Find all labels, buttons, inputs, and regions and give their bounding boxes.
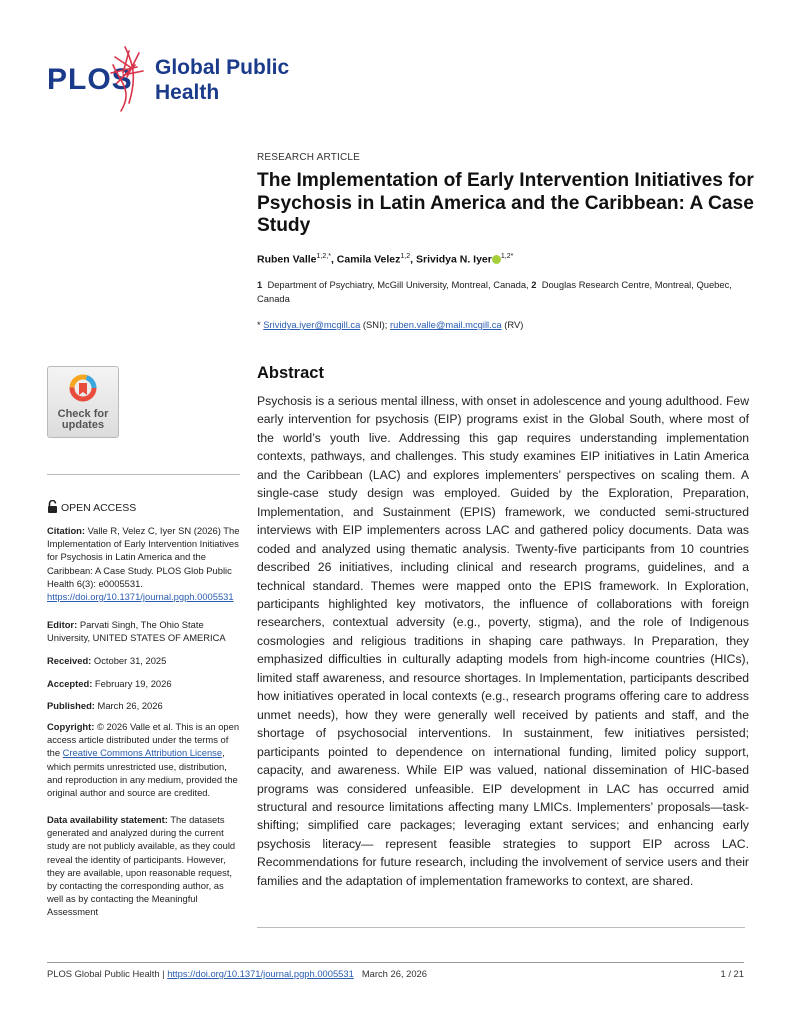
affil-number: 2: [531, 279, 537, 290]
author-name[interactable]: Srividya N. Iyer: [415, 253, 492, 266]
author-name[interactable]: Ruben Valle: [257, 253, 317, 266]
received-block: [47, 654, 240, 667]
article-title: The Implementation of Early Intervention Initiatives for Psychosis in Latin America and the Caribbean: A Case Study: [257, 170, 754, 236]
citation-text: Valle R, Velez C, Iyer SN (2026) The Implementation of Early Intervention Initiatives for Psychosis in Latin America and the Caribbean: A Case Study. PLOS Glob Public Health 6(3): e0005531.: [47, 525, 240, 589]
sidebar-divider: [47, 474, 240, 475]
accepted-date: February 19, 2026: [92, 678, 172, 689]
published-block: [47, 699, 240, 712]
author-sep: ,: [410, 253, 416, 266]
data-availability-text: The datasets generated and analyzed during the current study are not publicly available, as they could reveal the identity of participants. However, they are available, upon reasonable request, by contacting the corresponding author, as well as by contacting the Meaningful Assessment: [47, 814, 236, 918]
citation-label: Citation:: [47, 525, 86, 536]
open-lock-icon: [47, 500, 58, 513]
email-link-iyer[interactable]: Srividya.iyer@mcgill.ca: [263, 319, 361, 330]
data-availability-label: Data availability statement:: [47, 814, 168, 825]
footer-divider: [47, 962, 744, 963]
author-affil-sup: 1,2: [400, 253, 411, 260]
accepted-block: [47, 677, 240, 690]
affil-text: Department of Psychiatry, McGill University, Montreal, Canada,: [267, 279, 532, 290]
journal-name: Global Public Health: [155, 56, 290, 104]
article-type: RESEARCH ARTICLE: [257, 152, 361, 163]
footer-date: March 26, 2026: [361, 968, 427, 979]
check-for-updates-label: Check for updates: [57, 408, 109, 431]
affiliations: [257, 278, 747, 305]
open-access-label: OPEN ACCESS: [61, 502, 137, 514]
footer-journal: PLOS Global Public Health |: [47, 968, 168, 979]
copyright-text-cont: , which permits unrestricted use, distribution, and reproduction in any medium, provided the original author and source are credited.: [47, 747, 238, 799]
cc-license-link[interactable]: Creative Commons Attribution License: [62, 747, 223, 759]
orcid-icon[interactable]: [492, 255, 501, 264]
abstract-divider: [257, 927, 745, 928]
editor-label: Editor:: [47, 619, 78, 630]
received-label: Received:: [47, 655, 92, 666]
data-availability-block: [47, 813, 240, 919]
affil-text: Douglas Research Centre, Montreal, Quebec, Canada: [257, 279, 732, 304]
editor-block: [47, 618, 240, 644]
author-sep: ,: [330, 253, 337, 266]
received-date: October 31, 2025: [91, 655, 167, 666]
citation-doi-link[interactable]: https://doi.org/10.1371/journal.pgph.0005531: [47, 591, 234, 603]
open-access: [47, 500, 136, 514]
published-date: March 26, 2026: [94, 700, 163, 711]
plos-logo[interactable]: [47, 43, 307, 115]
copyright-block: [47, 720, 240, 799]
accepted-label: Accepted:: [47, 678, 93, 689]
page-number: 1 / 21: [720, 968, 744, 979]
abstract-heading: Abstract: [257, 364, 324, 382]
author-list: [257, 253, 513, 266]
abstract-text: Psychosis is a serious mental illness, with onset in adolescence and young adulthood. Few early intervention for psychosis (EIP) programs exist in the Global South, where most of the world’s youth live. Addressing this gap requires understanding implementation contexts, pathways, and challenges. This study examines EIP initiatives in Latin America and the Caribbean (LAC) and explores implementers’ perspectives on scaling them. A single-case study design was employed. Guided by the Exploration, Preparation, Implementation, and Sustainment (EPIS) framework, we conducted semi-structured interviews with EIP implementers across LAC and gathered policy documents. Data was coded and analyzed using thematic analysis. Twenty-five participants from 10 countries described 26 initiatives, including clinical and research programs, guidelines, and a technical standard. Themes were mapped onto the EPIS framework. In Exploration, participants highlighted key motivators, the influence of collaborations with foreign researchers, contextual adversity (e.g., poverty, stigma), and the role of Indigenous cosmologies and religious traditions in shaping care pathways. In Preparation, they emphasized difficulties in culturally adapting models from high-income countries (HICs), limited staff awareness, and resource shortages. In Implementation, participants described how initiatives operated in local contexts (e.g., research programs offering care to address unmet needs), how they were generally well received by patients and staff, and the shortage of psychosocial interventions. In sustainment, few initiatives persisted; participants pointed to dependence on international funding, limited policy support, capacity, and awareness. While EIP was valued, national dissemination of HIC-based programs was considered unfeasible. EIP development in LAC has occurred amid structural and resource limitations affecting many LMICs. Implementers’ proposals—task-shifting; simplified care packages; leveraging extant services; and enhancing early psychosis literacy— represent feasible strategies to support EIP across LAC. Recommendations for future research, including the involvement of service users and their families and the adaptation of implementation frameworks to context, are shared.: [257, 394, 749, 888]
author-affil-sup: 1,2,*: [316, 253, 331, 260]
corresponding-emails: * Srividya.iyer@mcgill.ca (SNI); ruben.valle@mail.mcgill.ca (RV): [257, 319, 524, 330]
copyright-text: © 2026 Valle et al. This is an open access article distributed under the terms of the: [47, 721, 240, 759]
copyright-label: Copyright:: [47, 721, 95, 732]
footer-doi-link[interactable]: https://doi.org/10.1371/journal.pgph.0005531: [167, 968, 354, 979]
author-name[interactable]: Camila Velez: [336, 253, 401, 266]
page-footer: [47, 968, 427, 979]
published-label: Published:: [47, 700, 95, 711]
email-link-valle[interactable]: ruben.valle@mail.mcgill.ca: [390, 319, 502, 330]
affil-number: 1: [257, 279, 263, 290]
check-for-updates-badge[interactable]: [47, 366, 119, 438]
plos-wordmark: PLOS: [47, 63, 133, 96]
crossmark-icon: [68, 373, 98, 407]
plos-burst-icon: [103, 43, 153, 115]
author-affil-sup: 1,2*: [500, 253, 514, 260]
editor-text: Parvati Singh, The Ohio State University, UNITED STATES OF AMERICA: [47, 619, 226, 644]
citation-block: [47, 524, 240, 603]
